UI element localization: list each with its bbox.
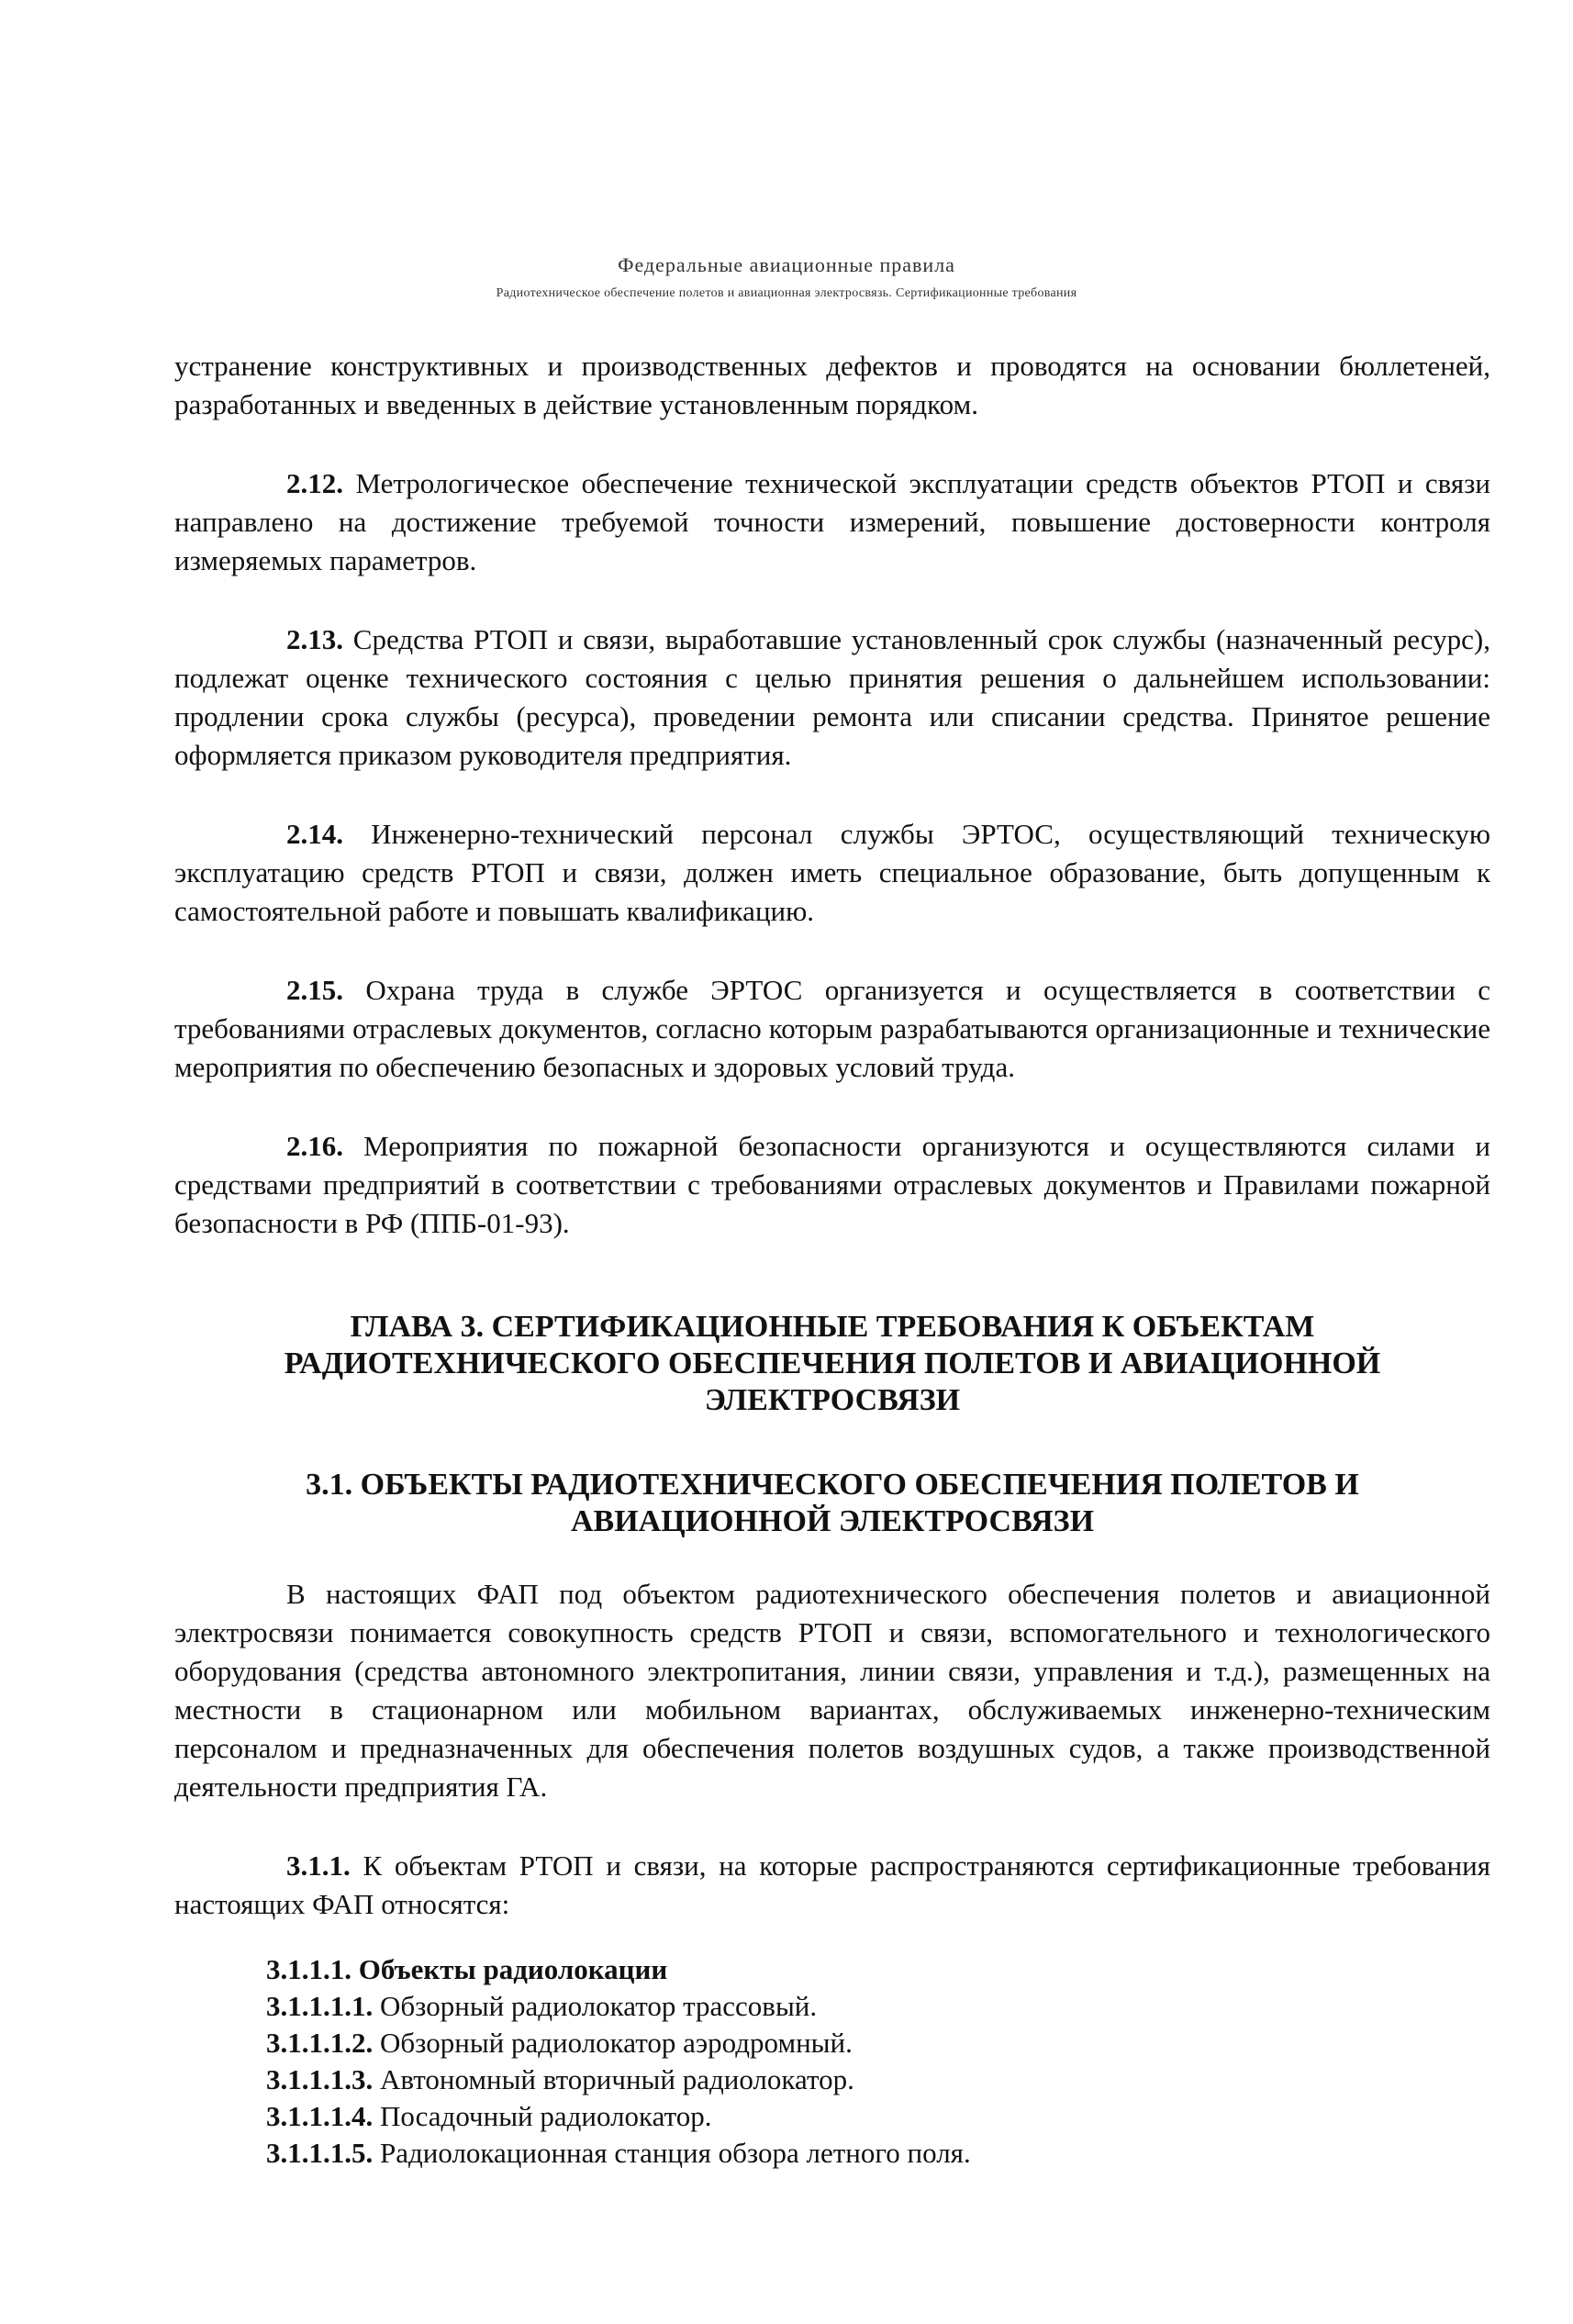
running-header-subtitle: Радиотехническое обеспечение полетов и авиационная электросвязь. Сертификационные требования [496, 286, 1077, 300]
paragraph-number: 3.1.1. [286, 1849, 351, 1882]
paragraph-text: Инженерно-технический персонал службы ЭРТОС, осуществляющий техническую эксплуатацию средств РТОП и связи, должен иметь специальное образование, быть допущенным к самостоятельной работе и повышать квалификацию. [174, 818, 1491, 927]
list-item [266, 2135, 1490, 2172]
objects-list [174, 1951, 1490, 2172]
chapter-heading-line: РАДИОТЕХНИЧЕСКОГО ОБЕСПЕЧЕНИЯ ПОЛЕТОВ И АВИАЦИОННОЙ [284, 1346, 1381, 1380]
section-heading-line: АВИАЦИОННОЙ ЭЛЕКТРОСВЯЗИ [570, 1504, 1095, 1538]
section-heading-line: 3.1. ОБЪЕКТЫ РАДИОТЕХНИЧЕСКОГО ОБЕСПЕЧЕНИЯ ПОЛЕТОВ И [306, 1468, 1359, 1502]
list-item-text: Радиолокационная станция обзора летного поля. [380, 2137, 971, 2169]
running-header-title: Федеральные авиационные правила [618, 253, 955, 276]
paragraph-number: 2.15. [286, 974, 343, 1006]
list-item [266, 2098, 1490, 2135]
paragraph-text: Охрана труда в службе ЭРТОС организуется и осуществляется в соответствии с требованиями отраслевых документов, согласно которым разрабатываются организационные и технические мероприятия по обеспечению безопасных и здоровых условий труда. [174, 974, 1490, 1083]
paragraph-text: Мероприятия по пожарной безопасности организуются и осуществляются силами и средствами предприятий в соответствии с требованиями отраслевых документов и Правилами пожарной безопасности в РФ (ППБ-01-93). [174, 1130, 1491, 1239]
list-item-text: Автономный вторичный радиолокатор. [380, 2063, 854, 2095]
chapter-heading-line: ЭЛЕКТРОСВЯЗИ [704, 1383, 961, 1417]
list-item [266, 1988, 1490, 2025]
paragraph-text: К объектам РТОП и связи, на которые распространяются сертификационные требования настоящих ФАП относятся: [174, 1849, 1490, 1920]
list-item-number: 3.1.1.1.4. [266, 2100, 374, 2132]
paragraph-text: В настоящих ФАП под объектом радиотехнического обеспечения полетов и авиационной электросвязи понимается совокупность средств РТОП и связи, вспомогательного и технологического оборудования (средства автономного электропитания, линии связи, управления и т.д.), размещенных на местности в стационарном или мобильном вариантах, обслуживаемых инженерно-техническим персоналом и предназначенных для обеспечения полетов воздушных судов, а также производственной деятельности предприятия ГА. [174, 1578, 1490, 1803]
list-item [266, 1951, 1490, 1988]
list-item-number: 3.1.1.1.3. [266, 2063, 374, 2095]
paragraph-continuation [174, 347, 1490, 424]
chapter-heading [174, 1309, 1490, 1419]
paragraph-text: Средства РТОП и связи, выработавшие установленный срок службы (назначенный ресурс), подлежат оценке технического состояния с целью принятия решения о дальнейшем использовании: продлении срока службы (ресурса), проведении ремонта или списании средства. Принятое решение оформляется приказом руководителя предприятия. [174, 623, 1490, 771]
chapter-heading-line: ГЛАВА 3. СЕРТИФИКАЦИОННЫЕ ТРЕБОВАНИЯ К ОБЪЕКТАМ [350, 1310, 1315, 1344]
list-item [266, 2061, 1490, 2098]
paragraph-number: 2.14. [286, 818, 343, 850]
paragraph-number: 2.16. [286, 1130, 343, 1162]
document-body [174, 347, 1490, 2172]
paragraph-text: устранение конструктивных и производственных дефектов и проводятся на основании бюллетеней, разработанных и введенных в действие установленным порядком. [174, 350, 1490, 420]
list-item-number: 3.1.1.1. [266, 1953, 351, 1985]
paragraph-number: 2.13. [286, 623, 343, 655]
list-item-text: Обзорный радиолокатор аэродромный. [380, 2027, 853, 2059]
paragraph-2-13 [174, 620, 1490, 775]
section-heading [174, 1467, 1490, 1540]
list-item-text: Посадочный радиолокатор. [380, 2100, 712, 2132]
paragraph-2-12 [174, 464, 1490, 580]
list-item-text: Обзорный радиолокатор трассовый. [380, 1990, 818, 2022]
paragraph-3-1-1 [174, 1847, 1490, 1924]
list-item-number: 3.1.1.1.1. [266, 1990, 374, 2022]
list-item-number: 3.1.1.1.2. [266, 2027, 374, 2059]
section-intro-paragraph [174, 1575, 1490, 1806]
paragraph-2-16 [174, 1127, 1490, 1243]
paragraph-2-15 [174, 971, 1490, 1087]
list-item [266, 2025, 1490, 2061]
list-item-text: Объекты радиолокации [358, 1953, 668, 1985]
paragraph-2-14 [174, 815, 1490, 931]
list-item-number: 3.1.1.1.5. [266, 2137, 374, 2169]
paragraph-number: 2.12. [286, 467, 343, 499]
paragraph-text: Метрологическое обеспечение технической эксплуатации средств объектов РТОП и связи направлено на достижение требуемой точности измерений, повышение достоверности контроля измеряемых параметров. [174, 467, 1490, 576]
